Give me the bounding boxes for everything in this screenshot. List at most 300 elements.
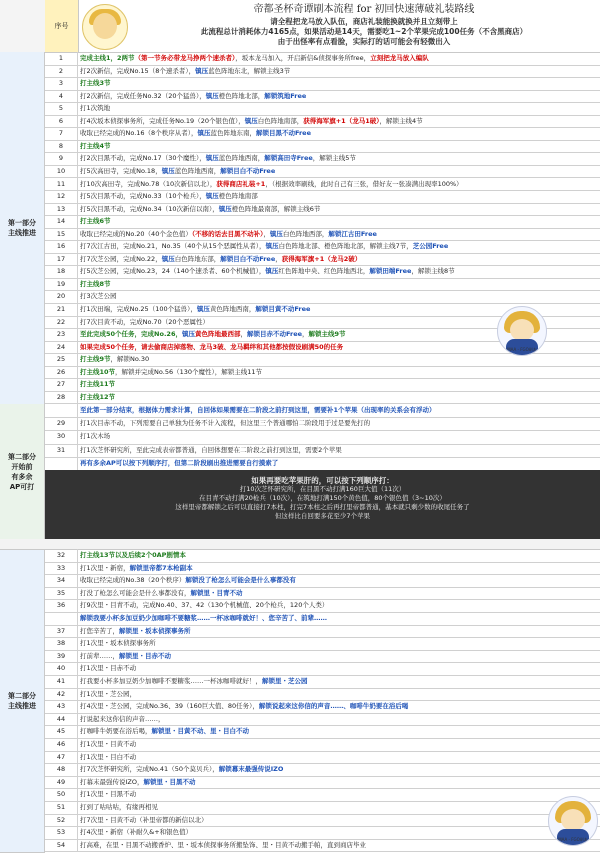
row-number: 30 [45,430,78,443]
row-text-segment: 打7次目黄不动，完成No.70（20个恶属性） [80,317,209,326]
row-text-segment: ， [302,330,309,339]
row-text-segment: 打4次里・芝公园，完成No.36、39（160巨大值、80任务）， [80,702,259,711]
row-text-segment: 解锁里・坂本侦探事务所 [119,626,191,635]
row-text [80,52,429,65]
row-text-segment: 解锁江古田Free [328,229,377,238]
header-sub3: 由于出怪率有点看脸，实际打的话可能会有轻微出入 [277,37,451,46]
row-text [80,725,249,738]
chibi-face [561,809,585,831]
row-number: 53 [45,826,78,839]
table-row [45,776,600,790]
row-text-segment: 打7次里・目黄不动（补里帝都的新信以北） [80,815,208,824]
row-text-segment: ， [263,229,270,238]
row-text-segment: 打7次芝公园，完成No.22， [80,254,162,263]
section-text: 第一部分 主线推进 [8,219,36,237]
row-text-segment: 镇压 [205,154,219,163]
saber-chibi-icon [548,796,598,846]
row-number: 29 [45,417,78,430]
row-text-segment: 打2次新信，完成No.15（8个速杀者）， [80,66,196,75]
row-text-segment: 解锁目白不动Free [220,166,276,175]
table-row [45,688,600,702]
table-row [45,378,600,392]
row-text-segment: 蓝色阵地东南， [210,129,256,138]
row-text-segment: 芝公园Free [412,242,449,251]
row-text-segment: 完成主线1，2两节 [80,54,135,62]
row-text-segment: 打主线10节 [80,367,116,376]
row-text-segment: 镇压 [218,204,232,213]
table-row [45,444,600,458]
table-row [45,725,600,739]
row-number: 32 [45,549,78,562]
row-number: 9 [45,152,78,165]
table-row [45,290,600,304]
row-text-segment: 白色阵地北部、橙色阵地北部，解锁主线7节， [278,242,413,251]
row-text-segment: 打7次芝怀研究所，完成No.41（50个莫贝兵）， [80,765,219,774]
row-number: 4 [45,90,78,103]
row-number: 33 [45,562,78,575]
row-text-segment: 再有多余AP可以按下列顺序打，但第二阶段刷出推进需要自行摸索了 [80,458,279,467]
table-row [45,278,600,292]
table-row [45,751,600,765]
section-text: 第二部分 主线推进 [8,691,36,710]
row-text-segment: 解锁里・目赤不动 [119,651,171,660]
table-row [45,90,600,104]
table-row [45,240,600,254]
row-number: 27 [45,378,78,391]
note-line: 打10次芝怀研究所，在目黑不动打满160巨大值（11次） [239,485,406,493]
row-number [45,404,78,417]
row-text-segment: 橙色阵地最南部，解锁主线6节 [231,204,321,213]
table-row [45,788,600,802]
row-text [80,763,283,776]
row-number: 17 [45,253,78,266]
row-text [80,404,436,417]
table-row [45,178,600,192]
note-line: 在目青不动打满20枪兵（10次），在筑地打满150个黄色值，80个银色值（3~10次） [199,494,446,502]
row-text-segment: 收取已经完成的No.20（40个金色值） [80,229,192,238]
row-text-segment: 打1次芝怀研究所，至此完成表帝都普通，自回体想要在二阶段之前打到这里，需要2个苹果 [80,445,342,454]
table-row [45,140,600,154]
table-row [45,675,600,689]
table-row [45,65,600,79]
row-text [80,688,136,701]
row-text [80,417,370,430]
table-row [45,228,600,242]
row-text-segment: 打1次里・坂本侦探事务所 [80,639,156,648]
row-text-segment: 镇压 [161,254,175,263]
row-text [80,65,290,78]
row-text [80,444,342,457]
row-number: 16 [45,240,78,253]
row-text-segment: 打主线4节 [80,141,111,150]
row-text-segment: 打3次芝公园 [80,292,117,301]
row-number: 35 [45,587,78,600]
row-text-segment: 镇压 [244,116,258,125]
row-text-segment: ，坂本龙马加入，开启新信&侦探事务所free， [235,54,371,62]
row-text-segment: 打主线13节以及后续2个0AP剧情本 [80,551,186,559]
row-text-segment: 解锁幕末最强传说IZO [218,765,284,774]
row-text [80,378,115,391]
row-text-segment: ，解锁主线4节 [379,116,423,125]
row-number: 15 [45,228,78,241]
row-text-segment: 打1次里・目白不动 [80,752,137,761]
row-text-segment: 打1次木场 [80,432,111,441]
row-text-segment: 打10次高田寺，完成No.78（10次新信以北）， [80,179,217,188]
row-text-segment: 打没了枪怎么可能会是什么事都没有， [80,588,191,597]
row-text-segment: 镇压 [269,229,283,238]
row-number [45,612,78,625]
row-text [80,178,463,191]
row-text-segment: 收取已经完成的No.38（20个秩序） [80,576,186,585]
header-sub2: 此流程总计消耗体力4165点，如果活动是14天，需要吃1~2个苹果完成100任务（不含黑商店） [200,27,528,36]
section-label-part1 [0,52,45,405]
row-text [80,814,208,827]
row-text [80,366,262,379]
table-row [45,713,600,727]
row-text [80,713,165,726]
row-text-segment: 镇压 [205,192,219,201]
row-text-segment: 打5次目黑不动，完成No.34（10次新信以南）， [80,204,219,213]
row-text [80,599,328,612]
row-text-segment: 解锁目黑不动Free [255,129,311,138]
row-text [80,391,115,404]
table-row [45,814,600,828]
row-text-segment: 蓝色阵地东北，解锁主线3节 [208,66,291,75]
table-row [45,587,600,601]
table-row [45,612,600,626]
row-number: 46 [45,738,78,751]
row-text-segment: 解锁里・目黄不动、里・目白不动 [151,727,249,736]
row-text-segment: 解锁目黄不动Free [255,305,311,313]
table-row [45,430,600,444]
row-text-segment: 解锁里・芝公园 [262,677,308,685]
row-text [80,700,408,713]
row-text-segment: （第一节务必带龙马挣两个速杀者） [134,54,236,62]
row-text [80,430,110,443]
row-number: 21 [45,303,78,316]
table-row [45,265,600,279]
row-text-segment: 打主线6节 [80,217,111,226]
table-row [45,165,600,179]
row-text-segment: 黄色阵地最西部 [194,330,241,339]
table-row [45,203,600,217]
table-row [45,417,600,431]
row-text-segment: 打7次江古田，完成No.21，No.35（40个从15个恶属性从者）， [80,242,266,251]
row-number [45,457,78,470]
row-text-segment: 打说起来这你信的声音……， [80,714,165,723]
row-text [80,77,111,90]
row-text-segment: 打1次目赤不动，下列需要自己单独为任务不计入流程，但这里三个普通哪怕二阶段用于过是要先打的 [80,419,371,428]
table-row [45,190,600,204]
row-text [80,115,423,128]
row-number: 38 [45,637,78,650]
table-row [45,404,600,418]
row-number: 11 [45,178,78,191]
row-text-segment: 解锁田端Free [369,267,412,276]
row-text-segment: 解锁目赤不动Free [246,330,303,339]
row-text-segment: ，解锁No.30 [110,355,150,364]
row-text [80,341,343,354]
table-row [45,637,600,651]
row-text-segment: 镇压 [205,91,219,100]
note-line: 但这样比自回要多花至少7个苹果 [274,512,371,520]
avatar-face [93,13,117,39]
row-text [80,625,191,638]
row-text-segment: 打5次高田寺，完成No.18， [80,166,162,175]
row-text-segment: 打您辛苦了， [80,626,119,635]
row-text-segment: 橙色阵地北部， [218,91,265,100]
row-text-segment: 打前辈……， [80,651,119,660]
row-text-segment: 打1次田端，完成No.25（100个猛兽）， [80,305,197,313]
row-text-segment: ， [275,254,282,263]
row-number: 18 [45,265,78,278]
row-number: 37 [45,625,78,638]
row-text-segment: 打主线3节 [80,79,111,88]
row-text-segment: 白色阵地西部， [282,229,329,238]
row-text [80,240,448,253]
table-row [45,562,600,576]
row-text [80,457,278,470]
header-text [130,3,598,47]
row-number: 10 [45,165,78,178]
header-title: 帝都圣杯奇谭刷本流程 for 初回快速薄破礼装路线 [253,4,475,15]
row-text-segment: 蓝色阵地西南， [218,154,265,163]
row-text-segment: 获得商店礼装+1 [216,179,266,188]
chibi-tag: MAA - FGO刷本 [507,347,537,352]
row-text-segment: 打1次筑地 [80,104,111,113]
row-text [80,353,149,366]
row-text [80,328,346,341]
row-text-segment: 打5次目黑不动，完成No.33（10个枪兵）， [80,192,206,201]
row-text-segment: 打4次坂本侦探事务所，完成任务No.19（20个银色值）， [80,116,245,125]
row-number: 22 [45,316,78,329]
row-number: 12 [45,190,78,203]
section-label-part2-pre [0,404,45,540]
row-text-segment: 橙色阵地南部 [218,192,258,201]
row-text [80,190,258,203]
row-number: 49 [45,776,78,789]
row-text-segment: 打幕末最强传说IZO， [80,777,144,786]
row-text-segment: 解锁筑地Free [264,91,307,100]
table-row [45,599,600,613]
row-text [80,650,171,663]
sheet-header [0,0,600,53]
row-text-segment: 获得海军旗+1（龙马1破） [303,116,380,125]
row-text [80,316,209,329]
row-text [80,102,110,115]
row-text-segment: 打1次里・目赤不动 [80,664,137,673]
row-text [80,278,111,291]
row-text-segment: 打主线9节 [80,355,111,364]
row-text-segment: 解锁说起来这你信的声音……、咖啡牛奶要在浴后喝 [258,702,409,711]
row-text [80,839,366,852]
row-number: 8 [45,140,78,153]
table-row [45,650,600,664]
row-number: 20 [45,290,78,303]
note-title: 如果再要吃苹果肝的，可以按下列顺序打： [251,476,394,485]
row-number: 42 [45,688,78,701]
row-text-segment: 打高难，在里・目黑不动搬香炉、里・坂本侦探事务所搬坠饰、里・目黄不动搬手帕，直到商店毕业 [80,840,366,849]
table-row [45,215,600,229]
apple-note [45,470,600,539]
table-row [45,115,600,129]
row-text [80,165,275,178]
table-row [45,52,600,66]
row-text [80,662,136,675]
row-text-segment: 白色阵地南部， [257,116,304,125]
row-number: 36 [45,599,78,612]
header-blank-cell [0,0,46,52]
row-number: 24 [45,341,78,354]
row-number: 26 [45,366,78,379]
row-text [80,562,193,575]
row-text-segment: 解锁主线9节 [308,330,346,339]
row-text-segment: 打1次里・目黄不动 [80,740,137,748]
row-number: 47 [45,751,78,764]
table-row [45,763,600,777]
row-number: 6 [45,115,78,128]
row-text-segment: 解锁里・目青不动 [190,588,243,597]
row-number: 23 [45,328,78,341]
row-text-segment: 打主线8节 [80,279,111,288]
row-number: 5 [45,102,78,115]
row-text-segment: 镇压 [265,267,279,276]
row-text-segment: 白色阵地东部， [174,254,221,263]
row-number: 50 [45,788,78,801]
row-number: 31 [45,444,78,457]
header-num-cell: 序号 [45,0,79,52]
row-text-segment: 打到了咕咕咕，有缘再相见 [80,803,158,811]
row-text-segment: 解锁里・目黑不动 [143,777,196,786]
row-number: 34 [45,574,78,587]
row-text-segment: 镇压 [161,166,175,175]
table-row [45,826,600,840]
row-text-segment: ，解锁主线5节 [312,154,356,163]
row-text-segment: ， [240,330,247,339]
row-text-segment: 收取已经完成的No.16（8个秩序从者）， [80,129,198,138]
row-number: 54 [45,839,78,852]
row-number: 13 [45,203,78,216]
row-text-segment: 打主线11节 [80,380,116,389]
row-number: 2 [45,65,78,78]
row-text [80,253,361,266]
row-number: 39 [45,650,78,663]
table-row [45,662,600,676]
row-number: 41 [45,675,78,688]
row-text [80,152,356,165]
row-text-segment: 解锁我要小杯多加豆奶少加咖啡不要糖浆……一杯冰咖啡就好！、您辛苦了、前辈…… [80,614,327,622]
row-text-segment: 至此完成50个任务，完成No.26， [80,330,182,339]
table-row [45,152,600,166]
row-text [80,612,327,625]
row-text-segment: 打主线12节 [80,392,116,401]
row-text [80,637,156,650]
row-text [80,303,310,316]
row-text-segment: 蓝色阵地西南， [174,166,221,175]
row-number: 19 [45,278,78,291]
row-text-segment: 打2次新信，完成任务No.32（20个猛兽）， [80,91,206,100]
row-text-segment: ，解锁并完成No.56（130个魔性），解锁主线11节 [115,367,263,376]
table-row [45,574,600,588]
row-text-segment: 解锁里帝都7本枪副本 [129,563,193,572]
row-text [80,574,296,587]
row-text-segment: ，（根据效率刷线，此时自己有三张，借好友一张凑满出现率100%） [265,179,463,188]
table-row [45,738,600,752]
row-number: 25 [45,353,78,366]
chibi-face [510,319,534,341]
row-text-segment: 黄色阵地西南， [209,305,256,313]
row-number: 48 [45,763,78,776]
row-text-segment: 至此第一部分结束，根据体力需求计算，自回体如果需要在二阶段之前打到这里，需要补1个苹果（出现率的关系会有浮动） [80,406,436,414]
row-text-segment: 解锁没了枪怎么可能会是什么事都没有 [185,576,296,585]
row-text [80,801,158,814]
table-row [45,625,600,639]
saber-chibi-icon [497,306,547,356]
row-text [80,776,196,789]
row-text-segment: 立刻把龙马放入编队 [370,54,429,62]
row-number: 7 [45,127,78,140]
row-text [80,203,320,216]
row-number: 43 [45,700,78,713]
row-text-segment: 镇压 [181,330,195,339]
row-text-segment: 镇压 [196,305,210,313]
table-row [45,457,600,471]
row-text [80,215,111,228]
row-text-segment: 如果完成50个任务，请去偷商店掉落物、龙马3破、龙马羁绊和其他都按假设刷满50的任务 [80,342,344,351]
logo-avatar [82,4,128,50]
row-text-segment: 打1次里・新宿， [80,563,130,572]
row-number: 52 [45,814,78,827]
table-row [45,102,600,116]
table-row [45,549,600,563]
row-text [80,738,136,751]
row-text [80,826,192,839]
row-text-segment: 打咖啡牛奶要在浴后喝， [80,727,152,736]
note-line: 这样里帝都解锁之后可以直接打7本柱，打完7本柱之后再打里帝都普通，基本就只剩少数的收尾任务了 [175,503,470,511]
row-text-segment: 打9次里・目青不动，完成No.40、37、42（130个机械值、20个枪兵，120个人类） [80,601,329,610]
row-text [80,290,117,303]
table-row [45,253,600,267]
row-text-segment: 打1次里・芝公园， [80,689,137,698]
row-number: 14 [45,215,78,228]
row-text [80,587,243,600]
row-text-segment: ，解锁主线8节 [411,267,455,276]
row-text [80,127,311,140]
row-text-segment: 红色阵地中央、红色阵地西北， [278,267,370,276]
row-text-segment: 镇压 [197,129,211,138]
chibi-tag: MAA - FGO刷本 [558,837,588,842]
table-row [45,839,600,853]
row-number: 51 [45,801,78,814]
row-text [80,228,377,241]
row-text [80,140,111,153]
row-text [80,549,186,562]
row-number: 40 [45,662,78,675]
row-text-segment: 打1次里・目黑不动 [80,790,137,799]
row-number: 28 [45,391,78,404]
row-text-segment: 镇压 [195,66,209,75]
table-row [45,391,600,405]
table-row [45,801,600,815]
row-number: 1 [45,52,78,65]
row-text-segment: 打2次目黑不动，完成No.17（30个魔性）， [80,154,206,163]
row-text [80,265,455,278]
row-text [80,675,308,688]
section-text: 第二部分 开始前 有多余 AP可打 [8,452,36,491]
row-text-segment: 解锁目白不动Free [220,254,276,263]
row-text-segment: 镇压 [265,242,279,251]
row-text [80,90,306,103]
